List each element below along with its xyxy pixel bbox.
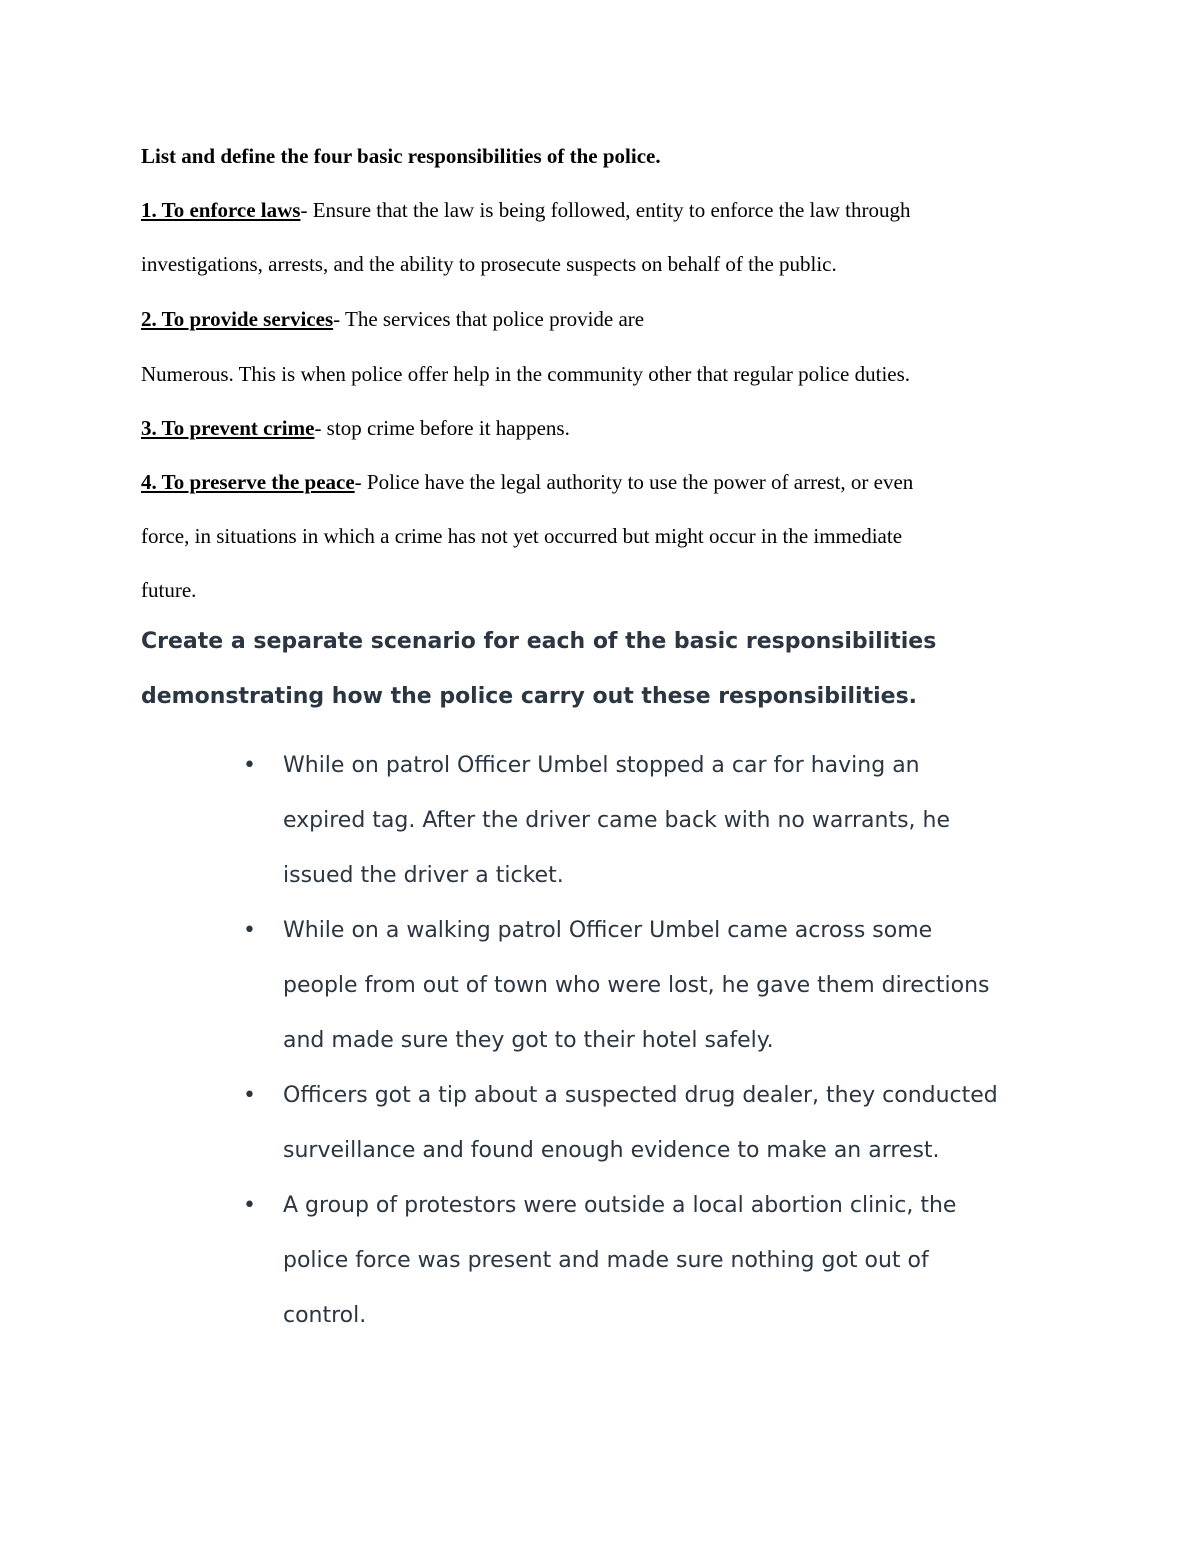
question-2-line-1: Create a separate scenario for each of the basic responsibilities <box>141 629 937 654</box>
scenario-item-enforce <box>243 738 1083 903</box>
bullet-icon: • <box>243 1193 256 1218</box>
responsibility-1-line-1 <box>141 200 910 221</box>
bullet-icon: • <box>243 1083 256 1108</box>
scenario-item-services <box>243 903 1083 1068</box>
responsibility-4-line-2: force, in situations in which a crime has not yet occurred but might occur in the immediate <box>141 524 903 548</box>
scenario-item-peace <box>243 1178 1083 1343</box>
scenario-item-prevent <box>243 1068 1083 1178</box>
question-1-title: List and define the four basic responsibilities of the police. <box>141 144 661 168</box>
responsibility-4-term: 4. To preserve the peace <box>141 470 355 494</box>
responsibility-2-line-1 <box>141 309 644 330</box>
scenario-text: Officers got a tip about a suspected drug dealer, they conducted surveillance and found enough evidence to make an arrest. <box>283 1083 998 1163</box>
scenario-text: While on a walking patrol Officer Umbel came across some people from out of town who were lost, he gave them directions and made sure they got to their hotel safely. <box>283 918 990 1053</box>
scenario-list <box>243 738 1083 1343</box>
responsibility-1-term: 1. To enforce laws <box>141 198 301 222</box>
responsibility-4-line-3: future. <box>141 578 197 602</box>
responsibility-2-line-2: Numerous. This is when police offer help in the community other that regular police duties. <box>141 362 911 386</box>
responsibility-4-line-1 <box>141 472 913 493</box>
responsibility-3-line-1 <box>141 418 570 439</box>
question-2-line-2: demonstrating how the police carry out these responsibilities. <box>141 684 918 709</box>
scenario-text: While on patrol Officer Umbel stopped a car for having an expired tag. After the driver came back with no warrants, he issued the driver a ticket. <box>283 753 951 888</box>
responsibility-3-term: 3. To prevent crime <box>141 416 315 440</box>
responsibility-2-term: 2. To provide services <box>141 307 334 331</box>
responsibility-1-definition: - Ensure that the law is being followed, entity to enforce the law through <box>300 198 911 222</box>
responsibility-1-line-2: investigations, arrests, and the ability to prosecute suspects on behalf of the public. <box>141 252 837 276</box>
responsibility-2-definition: - The services that police provide are <box>333 307 645 331</box>
bullet-icon: • <box>243 753 256 778</box>
responsibility-4-definition: - Police have the legal authority to use the power of arrest, or even <box>354 470 914 494</box>
responsibility-3-definition: - stop crime before it happens. <box>314 416 570 440</box>
bullet-icon: • <box>243 918 256 943</box>
scenario-text: A group of protestors were outside a local abortion clinic, the police force was present and made sure nothing got out of control. <box>283 1193 957 1328</box>
